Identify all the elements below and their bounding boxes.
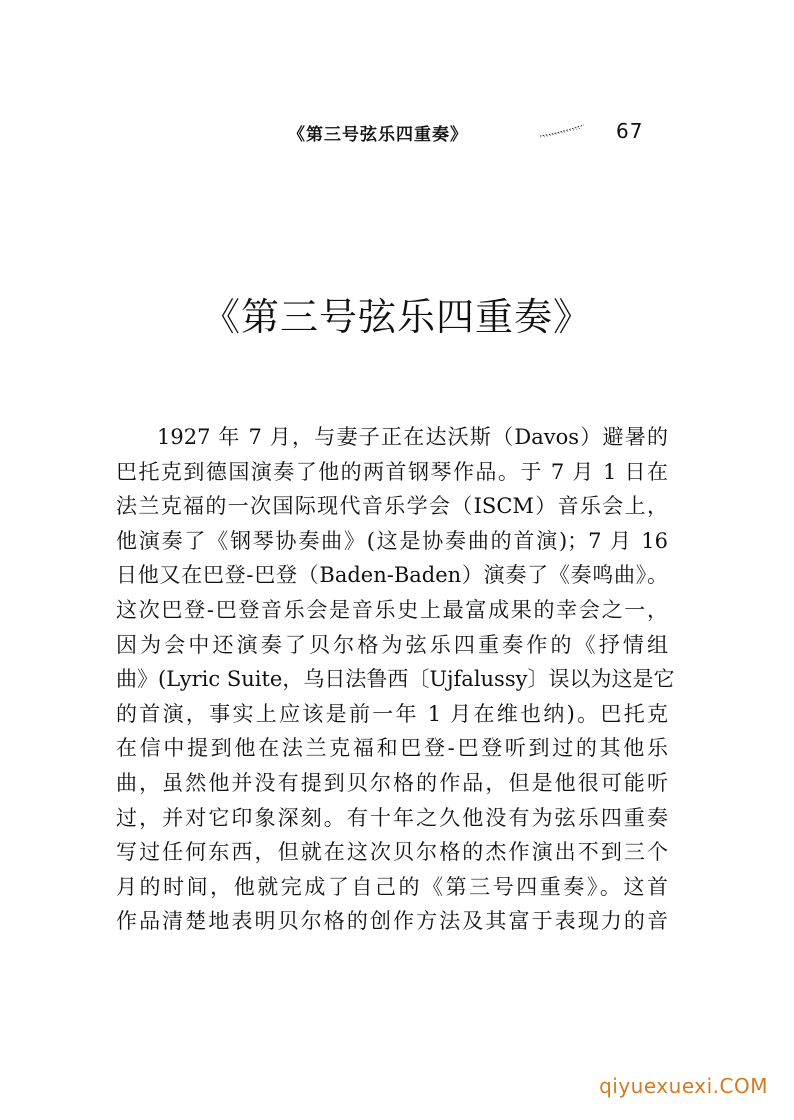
running-title: 《第三号弦乐四重奏》 (288, 125, 468, 145)
text-line: 作品清楚地表明贝尔格的创作方法及其富于表现力的音 (116, 909, 668, 934)
chapter-title: 《第三号弦乐四重奏》 (201, 295, 592, 339)
text-line: 写过任何东西，但就在这次贝尔格的杰作演出不到三个 (116, 840, 668, 865)
body-paragraph (116, 420, 675, 939)
running-header (288, 120, 648, 150)
text-line: 曲，虽然他并没有提到贝尔格的作品，但是他很可能听 (116, 770, 668, 795)
text-line: 过，并对它印象深刻。有十年之久他没有为弦乐四重奏 (116, 805, 668, 830)
text-line: 法兰克福的一次国际现代音乐学会（ISCM）音乐会上， (116, 494, 668, 519)
text-line: 1927 年 7 月，与妻子正在达沃斯（Davos）避暑的 (157, 425, 668, 449)
text-line: 巴托克到德国演奏了他的两首钢琴作品。于 7 月 1 日在 (116, 459, 668, 484)
text-line: 因为会中还演奏了贝尔格为弦乐四重奏作的《抒情组 (116, 632, 668, 657)
text-line: 在信中提到他在法兰克福和巴登-巴登听到过的其他乐 (116, 736, 668, 761)
text-line: 的首演，事实上应该是前一年 1 月在维也纳)。巴托克 (116, 701, 668, 726)
text-line: 月的时间，他就完成了自己的《第三号四重奏》。这首 (116, 874, 668, 899)
text-line: 这次巴登-巴登音乐会是音乐史上最富成果的幸会之一， (116, 597, 668, 622)
page-number: 67 (616, 119, 644, 143)
text-line: 曲》(Lyric Suite，乌日法鲁西〔Ujfalussy〕误以为这是它 (116, 667, 675, 692)
flourish-ornament-icon (538, 122, 586, 140)
site-watermark: qiyuexuexi.COM (599, 1074, 768, 1098)
text-line: 日他又在巴登-巴登（Baden-Baden）演奏了《奏鸣曲》。 (116, 563, 668, 588)
text-line: 他演奏了《钢琴协奏曲》(这是协奏曲的首演)；7 月 16 (116, 528, 668, 553)
